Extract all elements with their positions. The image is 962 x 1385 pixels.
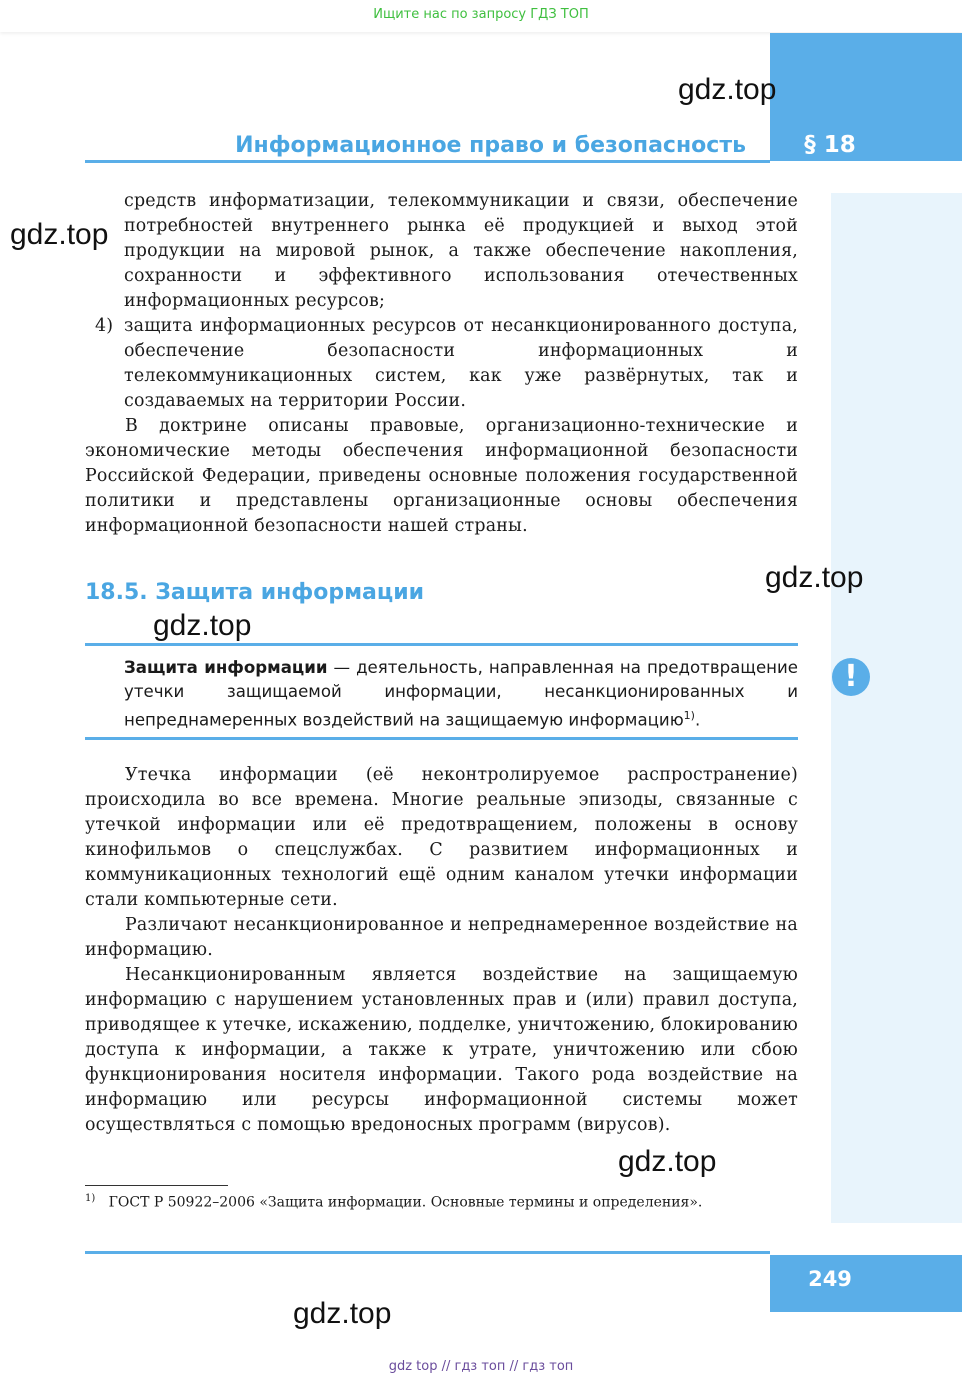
- paragraph: В доктрине описаны правовые, организационно-технические и экономические методы обеспечения информационной безопасности Российской Федерации, приведены основные положения государственной политики и представлены организационные основы обеспечения информационной безопасности нашей страны.: [85, 416, 798, 536]
- top-banner: Ищите нас по запросу ГДЗ ТОП: [0, 0, 962, 32]
- chapter-title: Информационное право и безопасность: [235, 133, 746, 158]
- footnote: [85, 1189, 798, 1213]
- footer-rule: [85, 1251, 770, 1254]
- exclamation-icon: !: [832, 658, 870, 696]
- footnote-mark: 1): [85, 1193, 96, 1204]
- list-item-text: защита информационных ресурсов от несанкционированного доступа, обеспечение безопасности информационных и телекоммуникационных систем, как уже развёрнутых, так и создаваемых на территории России.: [124, 316, 798, 411]
- footnote-divider: [85, 1185, 228, 1186]
- paragraph: Утечка информации (её неконтролируемое распространение) происходила во все времена. Многие реальные эпизоды, связанные с утечкой информации или её предотвращением, положены в основу кинофильмов о спецслужбах. С развитием информационных и коммуникационных технологий ещё одним каналом утечки информации стали компьютерные сети.: [85, 765, 798, 910]
- watermark: gdz.top: [10, 218, 109, 251]
- paragraph: средств информатизации, телекоммуникации и связи, обеспечение потребностей внутреннего рынка её продукцией и выход этой продукции на мировой рынок, а также обеспечение накопления, сохранности и эффективного использования отечественных информационных ресурсов;: [124, 191, 798, 311]
- watermark: gdz.top: [153, 609, 252, 642]
- list-item-number: 4): [95, 316, 114, 336]
- definition-rule-top: [85, 643, 798, 646]
- footnote-text: ГОСТ Р 50922–2006 «Защита информации. Основные термины и определения».: [108, 1194, 703, 1211]
- definition-rule-bottom: [85, 737, 798, 740]
- section-heading: 18.5. Защита информации: [85, 580, 425, 605]
- header-rule: [85, 160, 770, 163]
- side-margin-strip: [831, 193, 962, 1223]
- footnote-ref: 1): [683, 709, 695, 722]
- section-number: § 18: [804, 132, 856, 158]
- watermark: gdz.top: [765, 561, 864, 594]
- watermark: gdz.top: [678, 73, 777, 106]
- bottom-links[interactable]: gdz top // гдз топ // гдз топ: [388, 1359, 574, 1374]
- definition-end: .: [694, 710, 701, 730]
- watermark: gdz.top: [618, 1145, 717, 1178]
- definition-term: Защита информации: [124, 658, 328, 677]
- definition-text: — деятельность, направленная на предотвращение утечки защищаемой информации, несанкционированных и непреднамеренных воздействий на защищаемую информацию: [124, 658, 798, 730]
- paragraph: Несанкционированным является воздействие на защищаемую информацию с нарушением установленных прав и (или) правил доступа, приводящее к утечке, искажению, подделке, уничтожению, блокированию доступа к информации, а также к утрате, уничтожению или сбою функционирования носителя информации. Такого рода воздействие на информацию или ресурсы информационной системы может осуществляться с помощью вредоносных программ (вирусов).: [85, 965, 798, 1135]
- paragraph: Различают несанкционированное и непреднамеренное воздействие на информацию.: [85, 915, 798, 960]
- definition-box: [124, 656, 798, 733]
- watermark: gdz.top: [293, 1297, 392, 1330]
- page-number: 249: [808, 1267, 852, 1291]
